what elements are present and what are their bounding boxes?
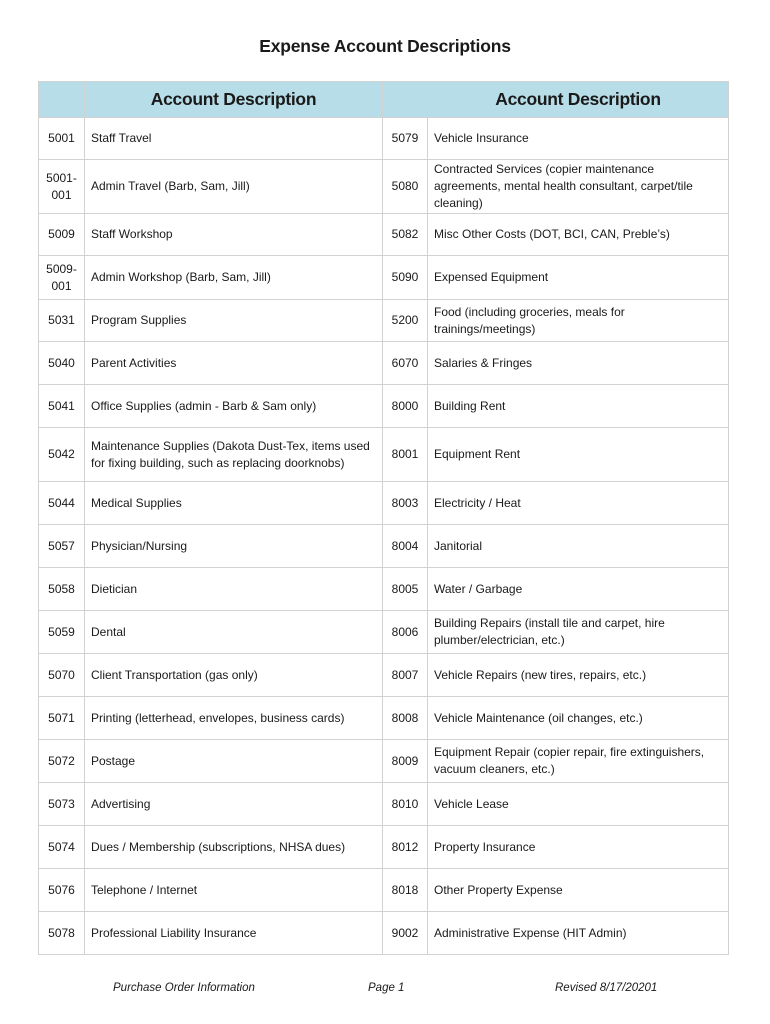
account-code: 6070 [383,342,428,385]
account-description: Water / Garbage [428,568,729,611]
account-description: Parent Activities [85,342,383,385]
account-code: 5070 [39,654,85,697]
table-row [39,697,729,740]
account-code: 5080 [383,160,428,214]
account-description: Vehicle Repairs (new tires, repairs, etc.) [428,654,729,697]
account-description: Salaries & Fringes [428,342,729,385]
account-description: Program Supplies [85,300,383,342]
account-description: Dues / Membership (subscriptions, NHSA dues) [85,826,383,869]
account-code: 5073 [39,783,85,826]
table-row [39,611,729,654]
account-code: 8009 [383,740,428,783]
account-code: 5090 [383,256,428,300]
account-description: Vehicle Insurance [428,118,729,160]
account-description: Misc Other Costs (DOT, BCI, CAN, Preble’s) [428,214,729,256]
account-description: Food (including groceries, meals for trainings/meetings) [428,300,729,342]
account-code: 5009-001 [39,256,85,300]
account-description: Physician/Nursing [85,525,383,568]
account-description: Other Property Expense [428,869,729,912]
account-code: 5057 [39,525,85,568]
account-description: Dietician [85,568,383,611]
header-description-left: Account Description [85,82,383,118]
account-description: Vehicle Maintenance (oil changes, etc.) [428,697,729,740]
header-description-right: Account Description [428,82,729,118]
account-description: Electricity / Heat [428,482,729,525]
account-code: 5040 [39,342,85,385]
account-description: Building Repairs (install tile and carpet, hire plumber/electrician, etc.) [428,611,729,654]
account-code: 9002 [383,912,428,955]
table-row [39,783,729,826]
account-code: 5072 [39,740,85,783]
account-code: 5041 [39,385,85,428]
account-description: Building Rent [428,385,729,428]
table-row [39,912,729,955]
account-description: Janitorial [428,525,729,568]
account-code: 5074 [39,826,85,869]
table-row [39,826,729,869]
account-description: Equipment Repair (copier repair, fire extinguishers, vacuum cleaners, etc.) [428,740,729,783]
table-row [39,482,729,525]
account-code: 8000 [383,385,428,428]
account-description: Expensed Equipment [428,256,729,300]
account-code: 5009 [39,214,85,256]
account-code: 5079 [383,118,428,160]
page-title: Expense Account Descriptions [259,36,511,56]
account-code: 5031 [39,300,85,342]
table-row [39,525,729,568]
header-code-right [383,82,428,118]
account-code: 8008 [383,697,428,740]
account-description: Admin Travel (Barb, Sam, Jill) [85,160,383,214]
account-code: 5044 [39,482,85,525]
expense-account-table [38,81,729,955]
account-code: 5200 [383,300,428,342]
account-code: 8001 [383,428,428,482]
account-description: Staff Workshop [85,214,383,256]
account-description: Professional Liability Insurance [85,912,383,955]
account-code: 5076 [39,869,85,912]
footer-revised: Revised 8/17/20201 [555,982,658,994]
table-row [39,869,729,912]
table-header-row [39,82,729,118]
table-row [39,568,729,611]
account-description: Maintenance Supplies (Dakota Dust-Tex, items used for fixing building, such as replacing doorknobs) [85,428,383,482]
account-code: 8005 [383,568,428,611]
account-description: Equipment Rent [428,428,729,482]
account-description: Office Supplies (admin - Barb & Sam only) [85,385,383,428]
account-description: Medical Supplies [85,482,383,525]
account-code: 8012 [383,826,428,869]
account-code: 5042 [39,428,85,482]
table-row [39,214,729,256]
account-code: 8006 [383,611,428,654]
account-code: 5059 [39,611,85,654]
account-code: 5082 [383,214,428,256]
account-description: Dental [85,611,383,654]
account-code: 5058 [39,568,85,611]
account-description: Admin Workshop (Barb, Sam, Jill) [85,256,383,300]
account-description: Staff Travel [85,118,383,160]
account-description: Telephone / Internet [85,869,383,912]
table-row [39,160,729,214]
account-code: 5071 [39,697,85,740]
header-code-left [39,82,85,118]
table-row [39,118,729,160]
account-description: Administrative Expense (HIT Admin) [428,912,729,955]
account-description: Advertising [85,783,383,826]
table-row [39,385,729,428]
account-code: 8010 [383,783,428,826]
footer-page-number: Page 1 [368,982,405,994]
account-description: Vehicle Lease [428,783,729,826]
table-row [39,428,729,482]
account-code: 8018 [383,869,428,912]
table-row [39,342,729,385]
account-code: 5001 [39,118,85,160]
account-code: 8007 [383,654,428,697]
table-row [39,256,729,300]
account-code: 8004 [383,525,428,568]
account-code: 8003 [383,482,428,525]
account-description: Contracted Services (copier maintenance agreements, mental health consultant, carpet/tile cleaning) [428,160,729,214]
account-description: Postage [85,740,383,783]
table-row [39,740,729,783]
account-description: Printing (letterhead, envelopes, business cards) [85,697,383,740]
account-code: 5078 [39,912,85,955]
footer-left: Purchase Order Information [113,982,255,994]
table-row [39,654,729,697]
account-code: 5001-001 [39,160,85,214]
account-description: Client Transportation (gas only) [85,654,383,697]
account-description: Property Insurance [428,826,729,869]
table-row [39,300,729,342]
